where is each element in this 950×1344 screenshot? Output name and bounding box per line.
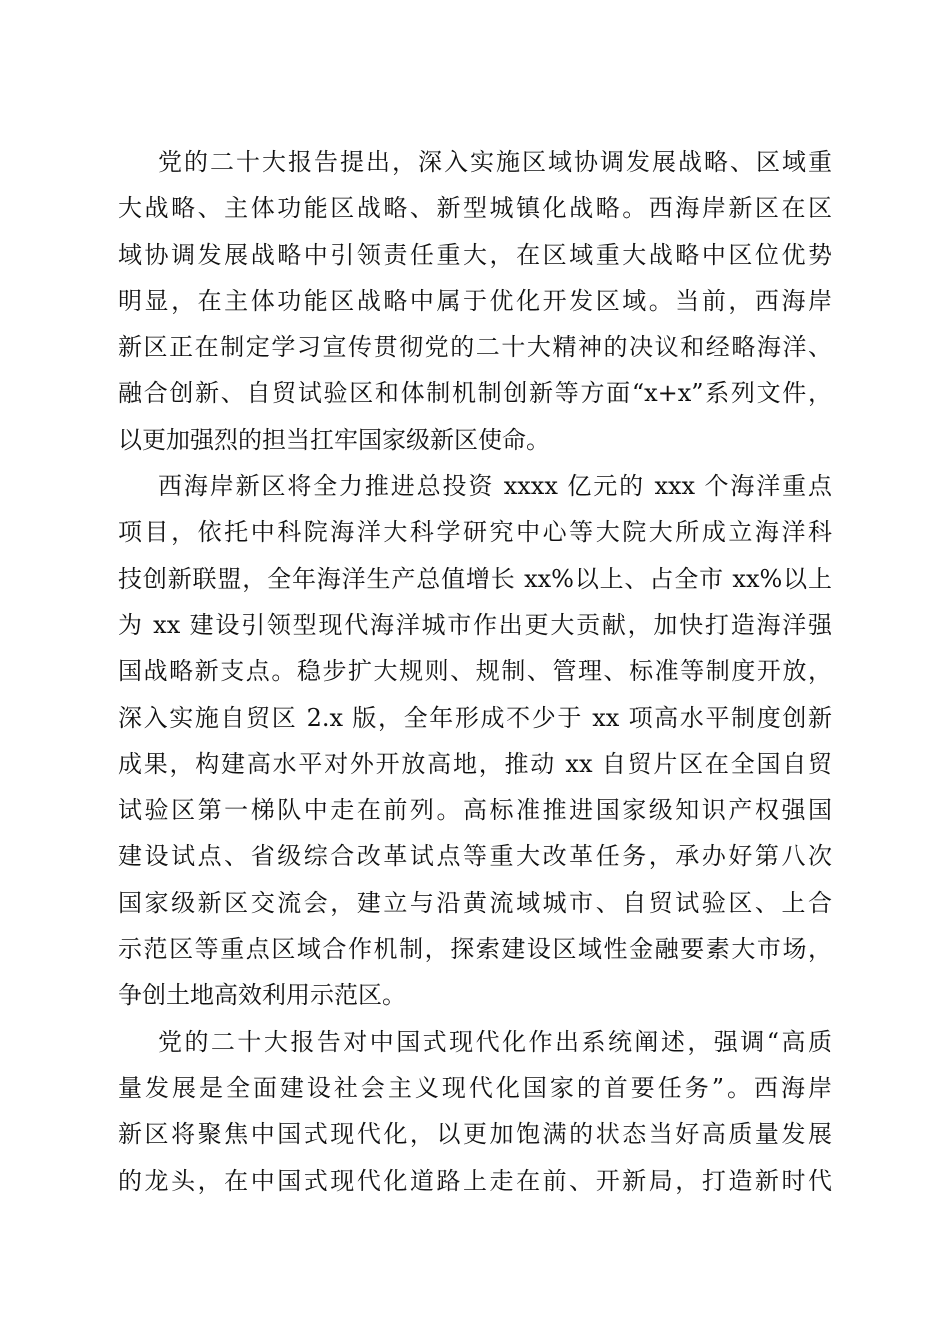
text-line: 融合创新、自贸试验区和体制机制创新等方面“x+x”系列文件，: [118, 379, 832, 408]
text-line: 明显，在主体功能区战略中属于优化开发区域。当前，西海岸: [118, 286, 832, 315]
text-line: 国家级新区交流会，建立与沿黄流域城市、自贸试验区、上合: [118, 888, 832, 917]
text-line: 国战略新支点。稳步扩大规则、规制、管理、标准等制度开放，: [118, 657, 832, 686]
text-line: 深入实施自贸区 2.x 版，全年形成不少于 xx 项高水平制度创新: [118, 703, 832, 732]
text-line: 试验区第一梯队中走在前列。高标准推进国家级知识产权强国: [118, 796, 832, 825]
text-line: 技创新联盟，全年海洋生产总值增长 xx%以上、占全市 xx%以上: [118, 564, 832, 593]
paragraph-2: [118, 463, 832, 1019]
text-line: 域协调发展战略中引领责任重大，在区域重大战略中区位优势: [118, 240, 832, 269]
text-line: 成果，构建高水平对外开放高地，推动 xx 自贸片区在全国自贸: [118, 749, 832, 778]
paragraph-3: [118, 1019, 832, 1204]
document-body: [118, 139, 832, 1204]
text-line: 新区正在制定学习宣传贯彻党的二十大精神的决议和经略海洋、: [118, 333, 832, 362]
text-line: 的龙头，在中国式现代化道路上走在前、开新局，打造新时代: [118, 1166, 832, 1195]
text-line: 建设试点、省级综合改革试点等重大改革任务，承办好第八次: [118, 842, 832, 871]
text-line: 示范区等重点区域合作机制，探索建设区域性金融要素大市场，: [118, 935, 832, 964]
paragraph-1: [118, 139, 832, 463]
text-line: 为 xx 建设引领型现代海洋城市作出更大贡献，加快打造海洋强: [118, 610, 832, 639]
text-line: 西海岸新区将全力推进总投资 xxxx 亿元的 xxx 个海洋重点: [158, 472, 832, 501]
text-line: 量发展是全面建设社会主义现代化国家的首要任务”。西海岸: [118, 1073, 832, 1102]
text-line: 新区将聚焦中国式现代化，以更加饱满的状态当好高质量发展: [118, 1120, 832, 1149]
text-line: 争创土地高效利用示范区。: [118, 981, 406, 1010]
text-line: 党的二十大报告对中国式现代化作出系统阐述，强调“高质: [158, 1027, 832, 1056]
text-line: 大战略、主体功能区战略、新型城镇化战略。西海岸新区在区: [118, 194, 832, 223]
text-line: 党的二十大报告提出，深入实施区域协调发展战略、区域重: [158, 148, 832, 176]
text-line: 以更加强烈的担当扛牢国家级新区使命。: [118, 425, 550, 454]
text-line: 项目，依托中科院海洋大科学研究中心等大院大所成立海洋科: [118, 518, 832, 547]
